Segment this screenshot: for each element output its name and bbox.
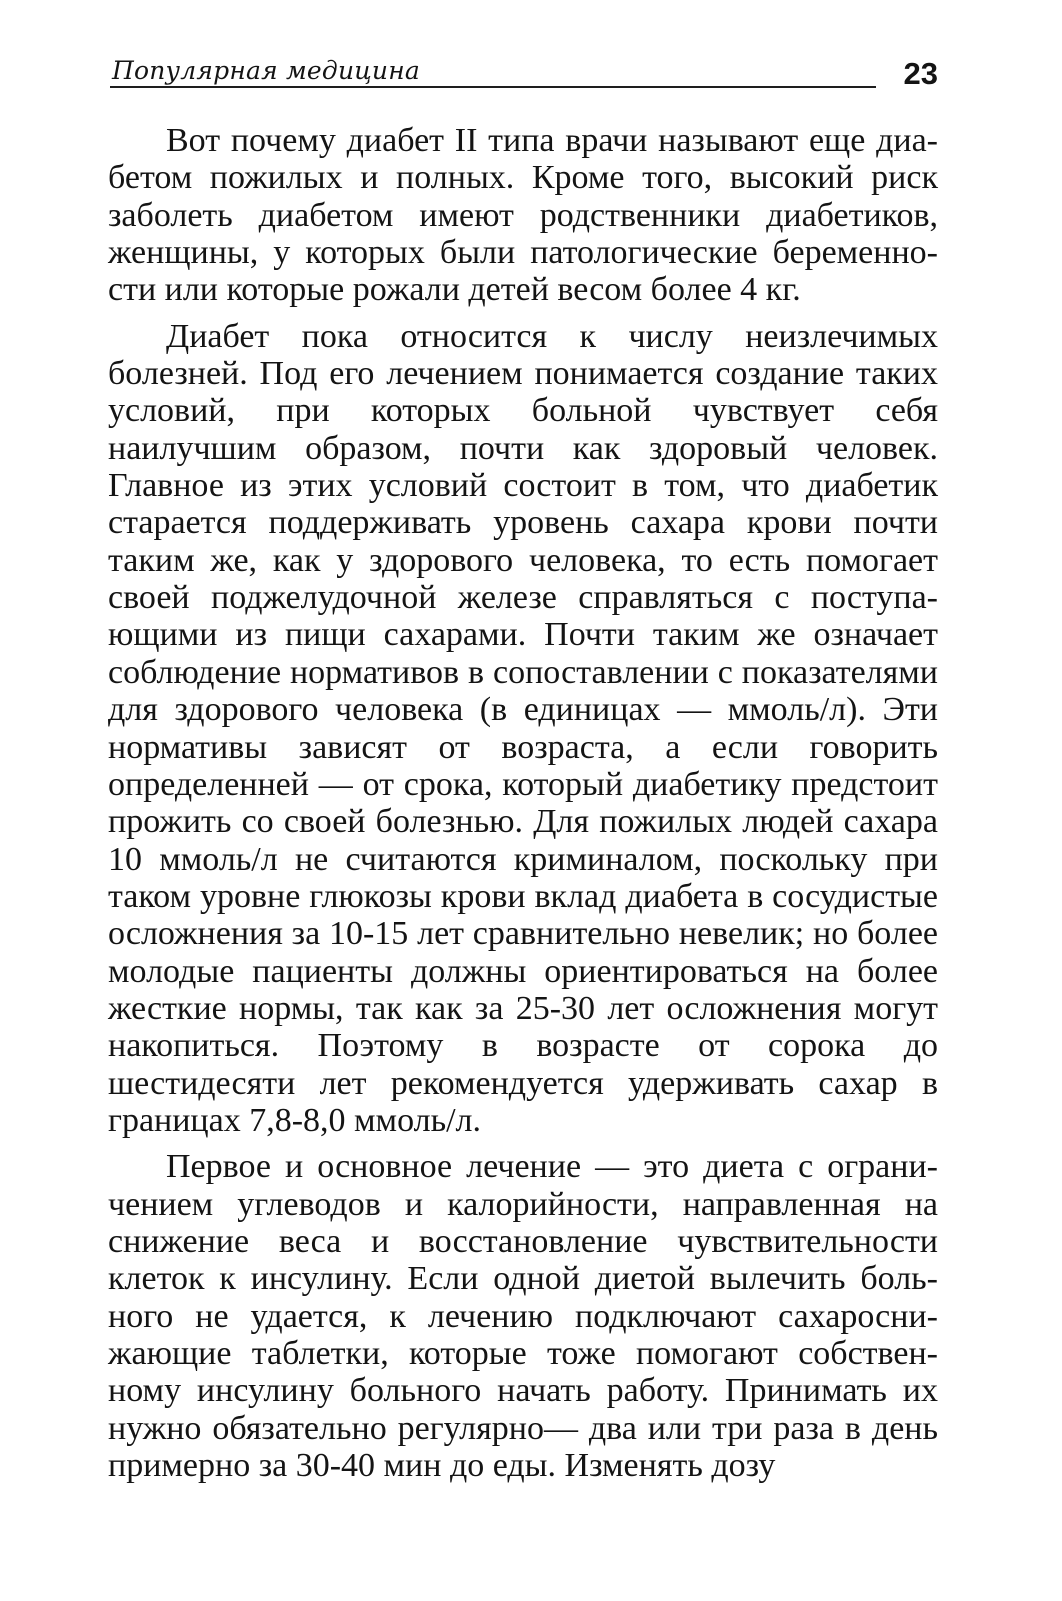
paragraph-3: Первое и основное лечение — это диета с ограничением углеводов и калорийности, направленная на снижение веса и восстановление чувствительности клеток к инсулину. Если одной диетой вылечить больного не удается, к лечению подключают сахароснижающие таблетки, которые тоже помогают собственному инсулину больного начать работу. Принимать их нужно обязательно регулярно— два или три раза в день примерно за 30-40 мин до еды. Изменять дозу [108, 1148, 938, 1485]
running-head [110, 52, 938, 96]
paragraph-2: Диабет пока относится к числу неизлечимых болезней. Под его лечением понимается создание таких условий, при которых больной чувствует себя наилучшим образом, почти как здоровый человек. Главное из этих условий состоит в том, что диабетик старается поддерживать уровень сахара крови почти таким же, как у здорового человека, то есть помогает своей поджелудочной железе справляться с поступающими из пищи сахарами. Почти таким же означает соблюдение нормативов в сопоставлении с показателями для здорового человека (в единицах — ммоль/л). Эти нормативы зависят от возраста, а если говорить определенней — от срока, который диабетику предстоит прожить со своей болезнью. Для пожилых людей сахара 10 ммоль/л не считаются криминалом, поскольку при таком уровне глюкозы крови вклад диабета в сосудистые осложнения за 10-15 лет сравнительно невелик; но более молодые пациенты должны ориентироваться на более жесткие нормы, так как за 25-30 лет осложнения могут накопиться. Поэтому в возрасте от сорока до шестидесяти лет рекомендуется удерживать сахар в границах 7,8-8,0 ммоль/л. [108, 317, 938, 1139]
page-number: 23 [903, 56, 938, 91]
paragraph-1: Вот почему диабет II типа врачи называют еще диабетом пожилых и полных. Кроме того, высокий риск заболеть диабетом имеют родственники диабетиков, женщины, у которых были патологические беременности или которые рожали детей весом более 4 кг. [108, 122, 938, 309]
running-title: Популярная медицина [112, 56, 420, 85]
header-rule [110, 86, 876, 88]
body-text [108, 122, 938, 1493]
